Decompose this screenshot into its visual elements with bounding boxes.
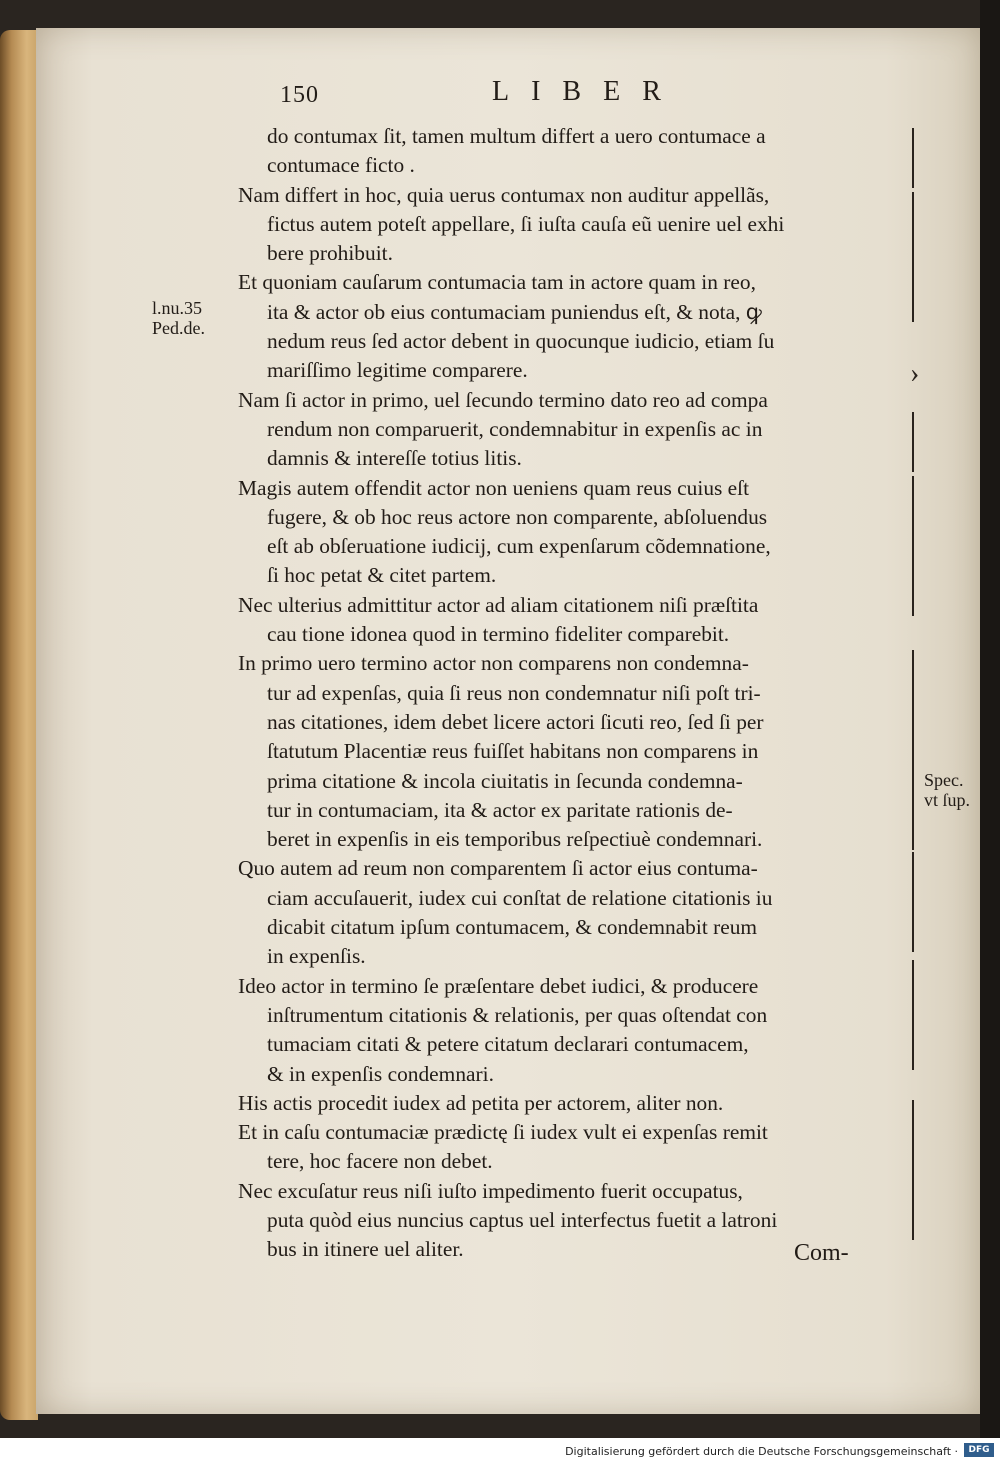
text-line: tur ad expenſas, quia ſi reus non condemnatur niſi poſt tri- [267, 680, 761, 705]
footer-credit: Digitalisierung gefördert durch die Deutsche Forschungsgemeinschaft · [565, 1445, 958, 1458]
margin-rule [912, 650, 914, 850]
text-line: fugere, & ob hoc reus actore non comparente, abſoluendus [267, 504, 768, 529]
margin-rule [912, 960, 914, 1070]
margin-rule [912, 128, 914, 188]
text-line: do contumax ſit, tamen multum differt a uero contumace a [267, 124, 766, 148]
text-line: eſt ab obſeruatione iudicij, cum expenſarum cõdemnatione, [267, 534, 771, 559]
text-line: tumaciam citati & petere citatum declarari contumacem, [267, 1032, 749, 1057]
text-line: Et quoniam cauſarum contumacia tam in actore quam in reo, [238, 270, 756, 295]
bracket-mark: › [910, 358, 920, 389]
text-line: beret in expenſis in eis temporibus reſpectiuè condemnari. [267, 827, 763, 852]
text-line: prima citatione & incola ciuitatis in ſecunda condemna- [267, 768, 743, 793]
footer-bar [0, 1438, 1000, 1464]
text-line: cau tione idonea quod in termino fideliter comparebit. [267, 622, 730, 647]
text-line: tur in contumaciam, ita & actor ex paritate rationis de- [267, 797, 733, 822]
text-line: Ideo actor in termino ſe præſentare debet iudici, & producere [238, 973, 759, 998]
text-line: dicabit citatum ipſum contumacem, & condemnabit reum [267, 915, 758, 940]
text-line: Et in caſu contumaciæ prædictę ſi iudex vult ei expenſas remit [238, 1120, 768, 1145]
text-line: Nec excuſatur reus niſi iuſto impedimento fuerit occupatus, [238, 1178, 743, 1203]
text-line: Nam ſi actor in primo, uel ſecundo termino dato reo ad compa [238, 387, 768, 412]
page-number: 150 [280, 82, 319, 108]
margin-rule [912, 1100, 914, 1240]
margin-rule [912, 852, 914, 952]
text-line: Nec ulterius admittitur actor ad aliam citationem niſi præſtita [238, 592, 759, 617]
text-line: ita & actor ob eius contumaciam puniendus eſt, & nota, ꝙ [267, 299, 762, 324]
margin-rule [912, 192, 914, 322]
text-line: In primo uero termino actor non comparens non condemna- [238, 651, 749, 676]
text-line: contumace ficto . [267, 153, 415, 178]
right-margin-note: Spec. vt ſup. [924, 770, 971, 810]
text-line: nas citationes, idem debet licere actori ſicuti reo, ſed ſi per [267, 709, 764, 734]
text-line: Quo autem ad reum non comparentem ſi actor eius contuma- [238, 856, 758, 881]
text-line: mariſſimo legitime comparere. [267, 358, 528, 383]
margin-rule [912, 476, 914, 616]
left-margin-note: l.nu.35 Ped.de. [152, 298, 205, 338]
text-line: ſtatutum Placentiæ reus fuiſſet habitans non comparens in [267, 739, 759, 764]
scan-background-right [980, 0, 1000, 1438]
text-line: fictus autem poteſt appellare, ſi iuſta cauſa eũ uenire uel exhi [267, 211, 785, 236]
text-line: & in expenſis condemnari. [267, 1061, 494, 1086]
text-line: tere, hoc facere non debet. [267, 1149, 493, 1174]
text-line: damnis & intereſſe totius litis. [267, 446, 522, 471]
text-line: ciam accuſauerit, iudex cui conſtat de relatione citationis iu [267, 885, 773, 910]
page-header [0, 76, 1000, 116]
dfg-logo: DFG [964, 1443, 994, 1457]
running-head: LIBER [492, 76, 683, 107]
catchword: Com- [794, 1240, 849, 1266]
text-line: inſtrumentum citationis & relationis, per quas oſtendat con [267, 1002, 768, 1027]
margin-rule [912, 412, 914, 472]
text-line: ſi hoc petat & citet partem. [267, 563, 497, 588]
gilt-page-edge [0, 30, 38, 1420]
text-line: Magis autem offendit actor non ueniens quam reus cuius eſt [238, 475, 750, 500]
body-text [238, 122, 902, 1265]
text-line: nedum reus ſed actor debent in quocunque iudicio, etiam ſu [267, 329, 775, 354]
text-line: bus in itinere uel aliter. [267, 1237, 464, 1262]
text-line: in expenſis. [267, 944, 366, 969]
text-line: bere prohibuit. [267, 241, 393, 266]
text-line: rendum non comparuerit, condemnabitur in expenſis ac in [267, 416, 763, 441]
text-line: Nam differt in hoc, quia uerus contumax non auditur appellãs, [238, 182, 770, 207]
text-line: His actis procedit iudex ad petita per actorem, aliter non. [238, 1090, 724, 1115]
text-line: puta quòd eius nuncius captus uel interfectus fuetit a latroni [267, 1207, 778, 1232]
